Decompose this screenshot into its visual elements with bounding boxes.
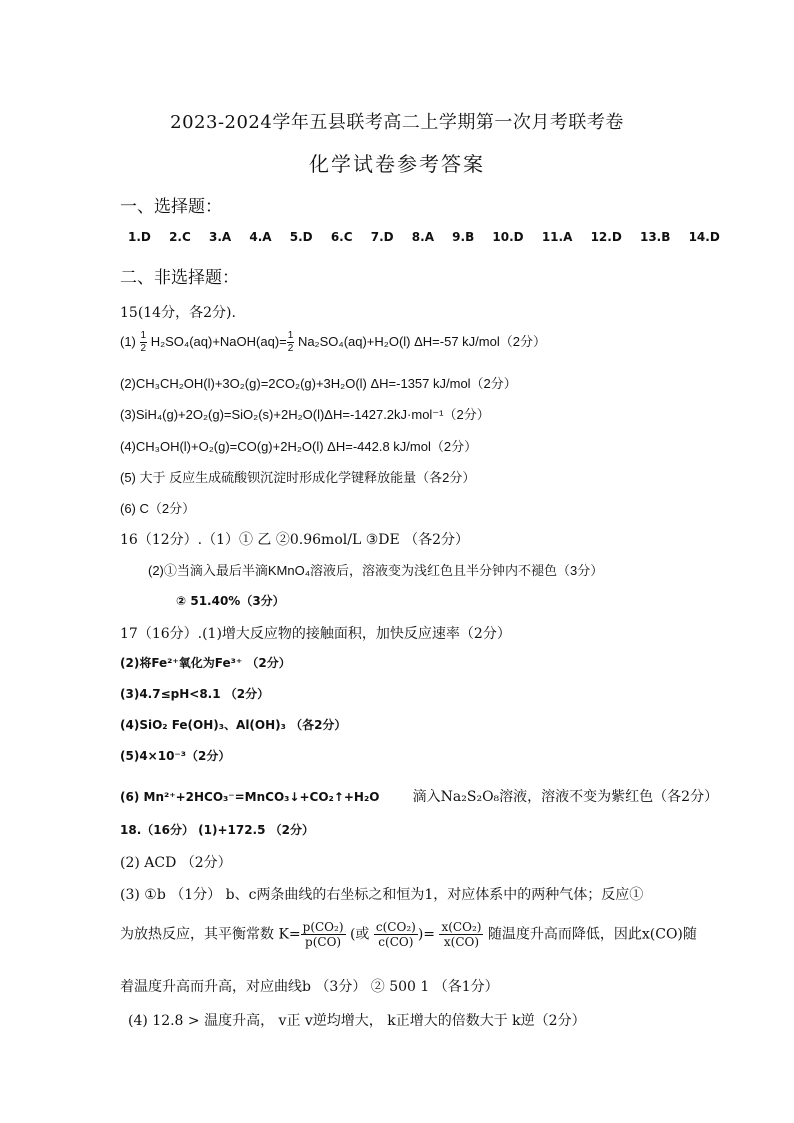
answer-item: 5.D — [289, 230, 313, 244]
q17-test-method: 滴入Na₂S₂O₈溶液，溶液不变为紫红色（各2分） — [412, 789, 719, 805]
q18-line-4-or: (或 — [345, 926, 374, 943]
q18-line-4-eq: )= — [417, 926, 440, 943]
choice-answers — [128, 230, 734, 244]
q17-equation: (6) Mn²⁺+2HCO₃⁻=MnCO₃↓+CO₂↑+H₂O — [120, 790, 380, 804]
q16-line-2: (2)①当滴入最后半滴KMnO₄溶液后，溶液变为浅红色且半分钟内不褪色（3分） — [148, 563, 604, 578]
document-subtitle: 化学试卷参考答案 — [309, 152, 485, 176]
q18-line-5: 着温度升高而升高，对应曲线b （3分） ② 500 1 （各1分） — [120, 979, 499, 995]
answer-item: 6.C — [330, 230, 353, 244]
q17-line-5: (5)4×10⁻³（2分） — [120, 749, 231, 763]
q15-line-3: (3)SiH₄(g)+2O₂(g)=SiO₂(s)+2H₂O(l)ΔH=-1427.2kJ·mol⁻¹（2分） — [120, 407, 490, 422]
fraction-pressure — [301, 920, 346, 949]
section-heading-choice: 一、选择题： — [120, 197, 222, 217]
q15-heading: 15(14分，各2分). — [120, 305, 236, 321]
answer-item: 2.C — [169, 230, 191, 244]
q16-line-3: ② 51.40%（3分） — [176, 594, 285, 608]
answer-item: 3.A — [208, 230, 232, 244]
answer-item: 14.D — [688, 230, 720, 244]
q18-line-1: 18.（16分） (1)+172.5 （2分） — [120, 823, 314, 837]
answer-item: 12.D — [590, 230, 622, 244]
fraction-den: c(CO) — [378, 935, 414, 949]
q18-line-4-pre: 为放热反应，其平衡常数 K= — [120, 926, 301, 943]
q15-line-1-mid: H₂SO₄(aq)+NaOH(aq)= — [150, 333, 287, 349]
fraction-half — [140, 330, 148, 355]
document-title: 2023-2024学年五县联考高二上学期第一次月考联考卷 — [170, 112, 624, 133]
fraction-num: 1 — [287, 330, 294, 341]
q18-line-3: (3) ①b （1分） b、c两条曲线的右坐标之和恒为1，对应体系中的两种气体；反应① — [120, 887, 644, 903]
answer-item: 8.A — [411, 230, 434, 244]
answer-item: 9.B — [452, 230, 475, 244]
answer-item: 7.D — [370, 230, 394, 244]
answer-item: 11.A — [541, 230, 573, 244]
q15-line-6: (6) C（2分） — [120, 501, 196, 516]
q15-line-1 — [120, 330, 546, 355]
fraction-num: p(CO₂) — [302, 920, 344, 934]
q18-line-4-post: 随温度升高而降低，因此x(CO)随 — [483, 926, 697, 943]
fraction-den: 2 — [140, 343, 147, 354]
q15-line-1-prefix: (1) — [120, 333, 140, 349]
q15-line-4: (4)CH₃OH(l)+O₂(g)=CO(g)+2H₂O(l) ΔH=-442.8 kJ/mol（2分） — [120, 439, 478, 454]
q17-line-2: (2)将Fe²⁺氧化为Fe³⁺ （2分） — [120, 656, 291, 670]
q17-line-4: (4)SiO₂ Fe(OH)₃、Al(OH)₃ （各2分） — [120, 718, 347, 732]
q15-line-1-end: Na₂SO₄(aq)+H₂O(l) ΔH=-57 kJ/mol（2分） — [297, 333, 546, 349]
fraction-half — [287, 330, 295, 355]
fraction-molefraction — [439, 920, 483, 949]
fraction-num: 1 — [140, 330, 147, 341]
fraction-den: 2 — [287, 343, 294, 354]
answer-item: 10.D — [492, 230, 524, 244]
q17-line-6 — [120, 786, 718, 806]
fraction-den: x(CO) — [443, 935, 480, 949]
section-heading-nonchoice: 二、非选择题： — [120, 268, 239, 288]
fraction-den: p(CO) — [305, 935, 342, 949]
q15-line-2: (2)CH₃CH₂OH(l)+3O₂(g)=2CO₂(g)+3H₂O(l) ΔH=-1357 kJ/mol（2分） — [120, 376, 517, 391]
q15-line-5: (5) 大于 反应生成硫酸钡沉淀时形成化学键释放能量（各2分） — [120, 470, 476, 485]
q17-line-1: 17（16分）.(1)增大反应物的接触面积，加快反应速率（2分） — [120, 626, 511, 642]
fraction-num: c(CO₂) — [375, 920, 416, 934]
q18-line-6: (4) 12.8 > 温度升高， v正 v逆均增大， k正增大的倍数大于 k逆（2分） — [128, 1013, 586, 1029]
answer-item: 1.D — [128, 230, 151, 244]
q16-line-1: 16（12分）.（1）① 乙 ②0.96mol/L ③DE （各2分） — [120, 532, 470, 548]
fraction-num: x(CO₂) — [441, 920, 482, 934]
fraction-concentration — [374, 920, 418, 949]
q18-line-2: (2) ACD （2分） — [120, 855, 232, 871]
answer-item: 4.A — [249, 230, 272, 244]
answer-item: 13.B — [639, 230, 671, 244]
q17-line-3: (3)4.7≤pH<8.1 （2分） — [120, 687, 270, 701]
q18-line-4 — [120, 920, 697, 949]
